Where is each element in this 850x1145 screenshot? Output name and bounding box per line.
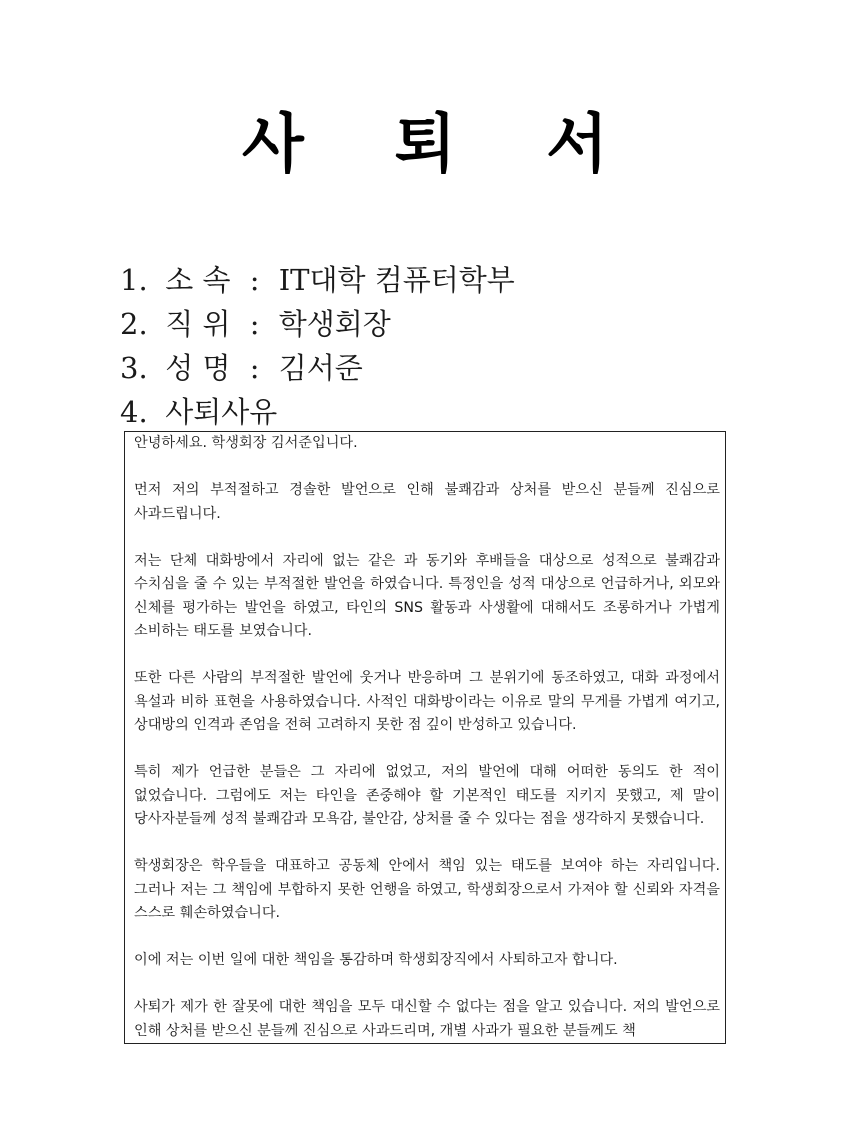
- field-number: 1.: [120, 263, 148, 297]
- reason-paragraph: 사퇴가 제가 한 잘못에 대한 책임을 모두 대신할 수 없다는 점을 알고 있습니다. 저의 발언으로 인해 상처를 받으신 분들께 진심으로 사과드리며, 개별 사과가 필요한 분들께도 책: [134, 999, 720, 1039]
- field-number: 3.: [120, 351, 148, 385]
- field-colon: :: [249, 351, 260, 385]
- field-colon: :: [249, 307, 260, 341]
- reason-paragraph: 안녕하세요. 학생회장 김서준입니다.: [134, 435, 358, 451]
- field-label: 성 명: [165, 351, 231, 385]
- field-name: [120, 346, 740, 390]
- document-title: 사 퇴 서: [241, 107, 643, 182]
- field-number: 4.: [120, 395, 148, 429]
- reason-paragraph: 이에 저는 이번 일에 대한 책임을 통감하며 학생회장직에서 사퇴하고자 합니다.: [134, 952, 618, 968]
- field-label: 소 속: [165, 263, 231, 297]
- field-reason-heading: [120, 390, 740, 434]
- reason-paragraph: 또한 다른 사람의 부적절한 발언에 웃거나 반응하며 그 분위기에 동조하였고, 대화 과정에서 욕설과 비하 표현을 사용하였습니다. 사적인 대화방이라는 이유로 말의 무게를 가볍게 여기고, 상대방의 인격과 존엄을 전혀 고려하지 못한 점 깊이 반성하고 있습니다.: [134, 670, 720, 733]
- field-affiliation: [120, 258, 740, 302]
- reason-paragraph: 먼저 저의 부적절하고 경솔한 발언으로 인해 불쾌감과 상처를 받으신 분들께 진심으로 사과드립니다.: [134, 482, 720, 522]
- reason-paragraph: 특히 제가 언급한 분들은 그 자리에 없었고, 저의 발언에 대해 어떠한 동의도 한 적이 없었습니다. 그럼에도 저는 타인을 존중해야 할 기본적인 태도를 지키지 못했고, 제 말이 당사자분들께 성적 불쾌감과 모욕감, 불안감, 상처를 줄 수 있다는 점을 생각하지 못했습니다.: [134, 764, 720, 827]
- field-label: 사퇴사유: [165, 395, 278, 429]
- field-value: 학생회장: [278, 307, 391, 341]
- reason-text-box: [124, 431, 726, 1044]
- field-label: 직 위: [165, 307, 231, 341]
- field-value: 김서준: [278, 351, 363, 385]
- field-number: 2.: [120, 307, 148, 341]
- field-position: [120, 302, 740, 346]
- reason-paragraph: 저는 단체 대화방에서 자리에 없는 같은 과 동기와 후배들을 대상으로 성적으로 불쾌감과 수치심을 줄 수 있는 부적절한 발언을 하였습니다. 특정인을 성적 대상으로 언급하거나, 외모와 신체를 평가하는 발언을 하였고, 타인의 SNS 활동과 사생활에 대해서도 조롱하거나 가볍게 소비하는 태도를 보였습니다.: [134, 552, 720, 639]
- reason-paragraph: 학생회장은 학우들을 대표하고 공동체 안에서 책임 있는 태도를 보여야 하는 자리입니다. 그러나 저는 그 책임에 부합하지 못한 언행을 하였고, 학생회장으로서 가져야 할 신뢰와 자격을 스스로 훼손하였습니다.: [134, 858, 720, 921]
- field-value: IT대학 컴퓨터학부: [278, 263, 515, 297]
- field-colon: :: [249, 263, 260, 297]
- info-fields: [120, 258, 740, 434]
